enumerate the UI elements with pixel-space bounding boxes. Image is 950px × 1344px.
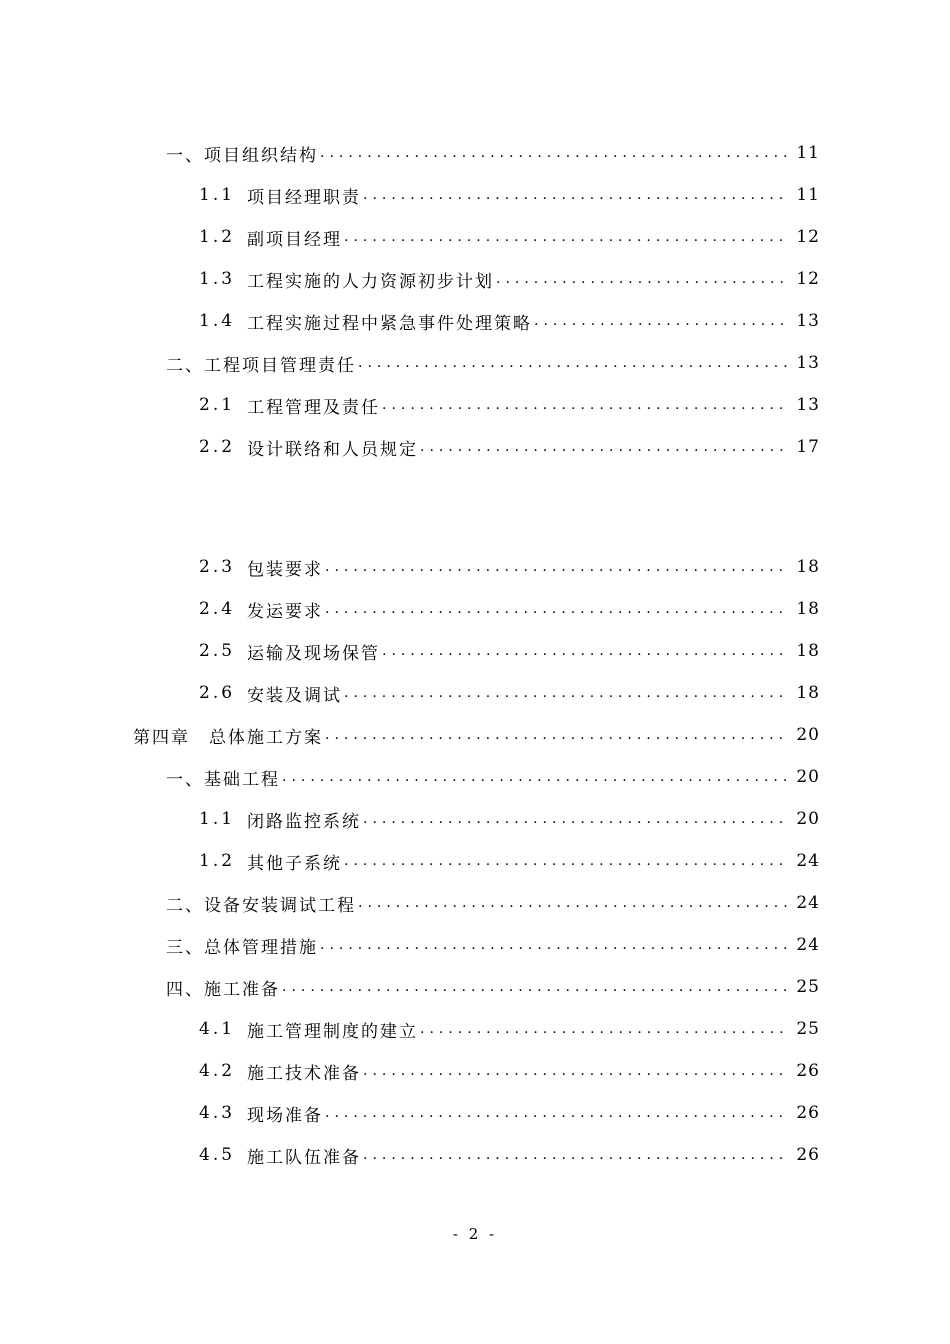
toc-leader-dots — [282, 972, 788, 1002]
page-number-footer: - 2 - — [452, 1225, 498, 1243]
toc-entry-page: 20 — [796, 725, 820, 745]
toc-entry-label: 二、工程项目管理责任 — [166, 355, 356, 376]
toc-entry-label: 安装及调试 — [247, 685, 342, 706]
toc-entry[interactable] — [199, 180, 820, 210]
toc-entry-page: 24 — [796, 851, 820, 871]
toc-leader-dots — [382, 390, 788, 420]
toc-entry-number: 2.4 — [199, 599, 236, 619]
toc-leader-dots — [344, 846, 788, 876]
toc-entry-label: 设计联络和人员规定 — [247, 439, 418, 460]
toc-leader-dots — [325, 594, 788, 624]
toc-entry-page: 18 — [796, 599, 820, 619]
toc-entry[interactable] — [199, 678, 820, 708]
toc-entry-page: 13 — [796, 311, 820, 331]
toc-entry[interactable] — [199, 432, 820, 462]
toc-entry-label: 包装要求 — [247, 559, 323, 580]
toc-entry-label: 副项目经理 — [247, 229, 342, 250]
toc-leader-dots — [325, 552, 788, 582]
toc-entry-label: 其他子系统 — [247, 853, 342, 874]
toc-leader-dots — [325, 720, 788, 750]
toc-entry-number: 1.1 — [199, 809, 236, 829]
toc-entry-label: 一、项目组织结构 — [166, 145, 318, 166]
toc-entry-label: 施工队伍准备 — [247, 1147, 361, 1168]
toc-entry-number: 2.6 — [199, 683, 236, 703]
toc-chapter-entry[interactable] — [133, 720, 820, 750]
toc-entry[interactable] — [199, 1140, 820, 1170]
toc-leader-dots — [363, 180, 788, 210]
toc-entry-number: 1.4 — [199, 311, 236, 331]
toc-entry-page: 12 — [796, 269, 820, 289]
toc-entry-page: 26 — [796, 1103, 820, 1123]
toc-entry-label: 运输及现场保管 — [247, 643, 380, 664]
toc-entry[interactable] — [199, 594, 820, 624]
toc-entry-number: 2.3 — [199, 557, 236, 577]
toc-entry[interactable] — [199, 390, 820, 420]
toc-leader-dots — [363, 1056, 788, 1086]
toc-leader-dots — [363, 1140, 788, 1170]
toc-leader-dots — [358, 348, 788, 378]
toc-leader-dots — [420, 432, 788, 462]
toc-entry-number: 1.2 — [199, 851, 236, 871]
toc-entry-label: 工程管理及责任 — [247, 397, 380, 418]
toc-entry[interactable] — [199, 1098, 820, 1128]
toc-entry[interactable] — [199, 846, 820, 876]
toc-entry-page: 20 — [796, 767, 820, 787]
toc-leader-dots — [325, 1098, 788, 1128]
toc-entry-label: 四、施工准备 — [166, 979, 280, 1000]
toc-entry[interactable] — [166, 762, 820, 792]
toc-entry-page: 20 — [796, 809, 820, 829]
toc-entry-page: 13 — [796, 395, 820, 415]
toc-entry-label: 施工管理制度的建立 — [247, 1021, 418, 1042]
toc-leader-dots — [382, 636, 788, 666]
toc-entry-label: 工程实施过程中紧急事件处理策略 — [247, 313, 532, 334]
toc-leader-dots — [420, 1014, 788, 1044]
toc-entry-label: 发运要求 — [247, 601, 323, 622]
toc-entry[interactable] — [166, 888, 820, 918]
toc-leader-dots — [496, 264, 788, 294]
toc-entry[interactable] — [166, 138, 820, 168]
toc-entry-page: 26 — [796, 1145, 820, 1165]
toc-entry-number: 4.3 — [199, 1103, 236, 1123]
toc-entry-number: 1.1 — [199, 185, 236, 205]
toc-leader-dots — [344, 222, 788, 252]
toc-leader-dots — [344, 678, 788, 708]
toc-entry-page: 12 — [796, 227, 820, 247]
toc-entry-number: 2.2 — [199, 437, 236, 457]
toc-entry[interactable] — [199, 222, 820, 252]
toc-entry-label: 项目经理职责 — [247, 187, 361, 208]
toc-entry-page: 18 — [796, 683, 820, 703]
toc-entry-label: 三、总体管理措施 — [166, 937, 318, 958]
toc-entry-label: 一、基础工程 — [166, 769, 280, 790]
toc-entry-number: 1.3 — [199, 269, 236, 289]
toc-entry-page: 13 — [796, 353, 820, 373]
toc-entry-page: 26 — [796, 1061, 820, 1081]
toc-leader-dots — [358, 888, 788, 918]
toc-entry-label: 闭路监控系统 — [247, 811, 361, 832]
toc-leader-dots — [320, 930, 788, 960]
toc-leader-dots — [363, 804, 788, 834]
toc-entry-page: 25 — [796, 977, 820, 997]
toc-entry-label: 施工技术准备 — [247, 1063, 361, 1084]
toc-entry-page: 18 — [796, 557, 820, 577]
toc-entry-label: 工程实施的人力资源初步计划 — [247, 271, 494, 292]
toc-entry[interactable] — [166, 348, 820, 378]
toc-entry-page: 18 — [796, 641, 820, 661]
toc-entry-number: 2.1 — [199, 395, 236, 415]
toc-entry-page: 25 — [796, 1019, 820, 1039]
toc-leader-dots — [320, 138, 788, 168]
toc-entry-label: 第四章 总体施工方案 — [133, 727, 323, 748]
toc-entry[interactable] — [199, 306, 820, 336]
toc-entry[interactable] — [199, 1056, 820, 1086]
toc-entry-page: 24 — [796, 893, 820, 913]
toc-entry-number: 4.1 — [199, 1019, 236, 1039]
toc-leader-dots — [534, 306, 788, 336]
toc-entry[interactable] — [166, 930, 820, 960]
toc-entry-number: 1.2 — [199, 227, 236, 247]
toc-entry[interactable] — [199, 804, 820, 834]
toc-entry-number: 2.5 — [199, 641, 236, 661]
toc-entry-number: 4.5 — [199, 1145, 236, 1165]
toc-entry-label: 二、设备安装调试工程 — [166, 895, 356, 916]
toc-entry[interactable] — [199, 1014, 820, 1044]
toc-leader-dots — [282, 762, 788, 792]
toc-entry-page: 17 — [796, 437, 820, 457]
toc-entry-page: 11 — [796, 185, 820, 205]
toc-entry-page: 11 — [796, 143, 820, 163]
toc-entry[interactable] — [199, 636, 820, 666]
toc-entry-number: 4.2 — [199, 1061, 236, 1081]
toc-entry[interactable] — [199, 552, 820, 582]
toc-entry[interactable] — [199, 264, 820, 294]
toc-entry[interactable] — [166, 972, 820, 1002]
toc-entry-page: 24 — [796, 935, 820, 955]
toc-entry-label: 现场准备 — [247, 1105, 323, 1126]
